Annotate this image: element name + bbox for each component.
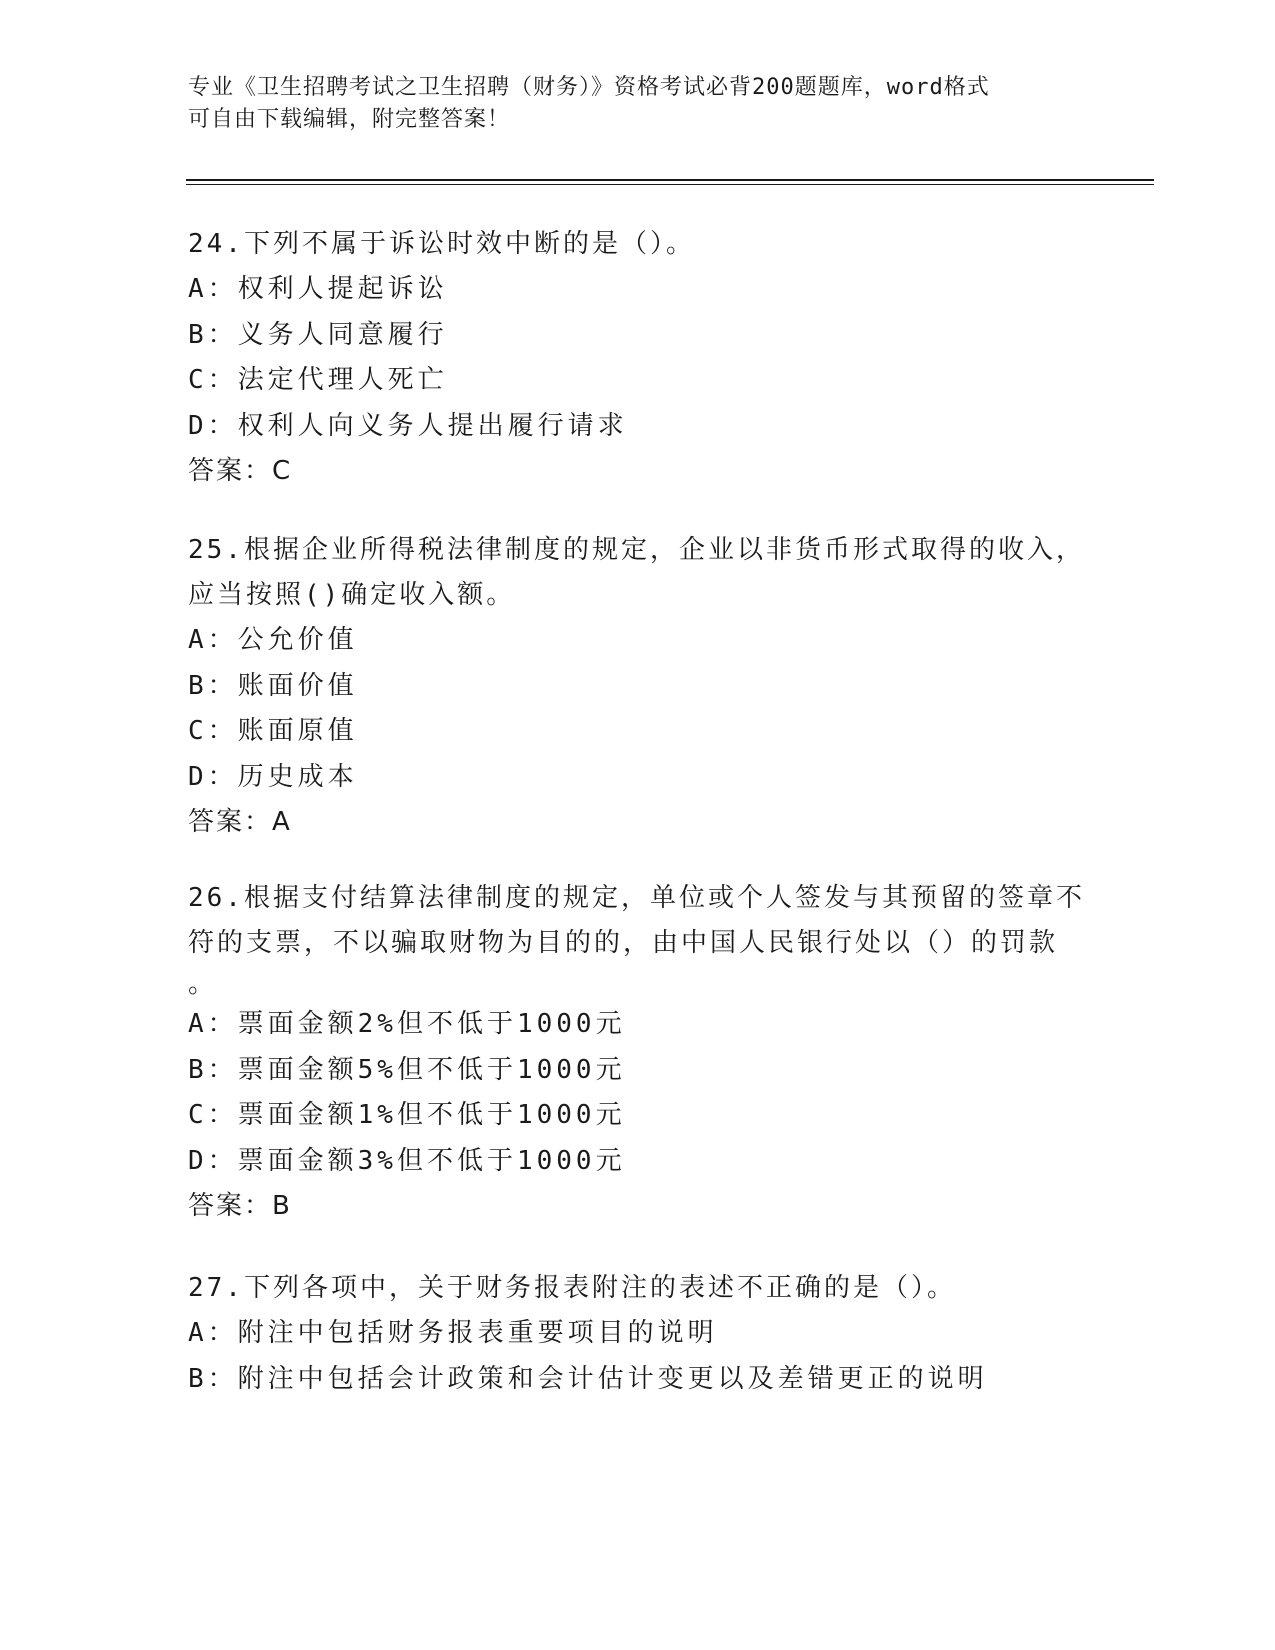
question-stem-line-1: 26.根据支付结算法律制度的规定，单位或个人签发与其预留的签章不 [188, 883, 1085, 913]
question-stem: 27.下列各项中，关于财务报表附注的表述不正确的是（）。 [188, 1273, 956, 1303]
question-stem-line-2: 符的支票，不以骗取财物为目的的，由中国人民银行处以（）的罚款 [188, 928, 1059, 958]
option-b: B：附注中包括会计政策和会计估计变更以及差错更正的说明 [188, 1363, 988, 1394]
answer: 答案：A [188, 807, 292, 837]
option-d: D：历史成本 [188, 761, 358, 792]
question-stem-line-3: 。 [188, 969, 215, 999]
question-27 [188, 1266, 1118, 1402]
question-26 [188, 876, 1118, 1229]
header-title-line-1: 专业《卫生招聘考试之卫生招聘（财务）》资格考试必背200题题库，word格式 [188, 75, 990, 100]
answer: 答案：C [188, 456, 293, 486]
option-d: D：权利人向义务人提出履行请求 [188, 410, 628, 441]
header-title-line-2: 可自由下载编辑，附完整答案！ [188, 107, 511, 132]
header-divider-thin [186, 184, 1154, 185]
option-b: B：义务人同意履行 [188, 319, 448, 350]
option-c: C：账面原值 [188, 716, 358, 746]
option-c: C：法定代理人死亡 [188, 365, 448, 395]
question-stem: 24.下列不属于诉讼时效中断的是（）。 [188, 229, 695, 259]
option-c: C：票面金额1%但不低于1000元 [188, 1100, 626, 1130]
document-header [188, 72, 1088, 136]
option-a: A：权利人提起诉讼 [188, 274, 448, 304]
option-a: A：公允价值 [188, 625, 358, 655]
question-24 [188, 222, 1118, 494]
answer: 答案：B [188, 1191, 292, 1221]
question-stem-line-2: 应当按照()确定收入额。 [188, 580, 516, 610]
question-25 [188, 528, 1118, 845]
option-a: A：票面金额2%但不低于1000元 [188, 1009, 626, 1039]
option-a: A：附注中包括财务报表重要项目的说明 [188, 1318, 718, 1348]
header-divider [186, 179, 1154, 181]
option-b: B：账面价值 [188, 670, 358, 701]
question-stem-line-1: 25.根据企业所得税法律制度的规定，企业以非货币形式取得的收入， [188, 535, 1085, 565]
option-b: B：票面金额5%但不低于1000元 [188, 1054, 626, 1085]
option-d: D：票面金额3%但不低于1000元 [188, 1145, 626, 1176]
